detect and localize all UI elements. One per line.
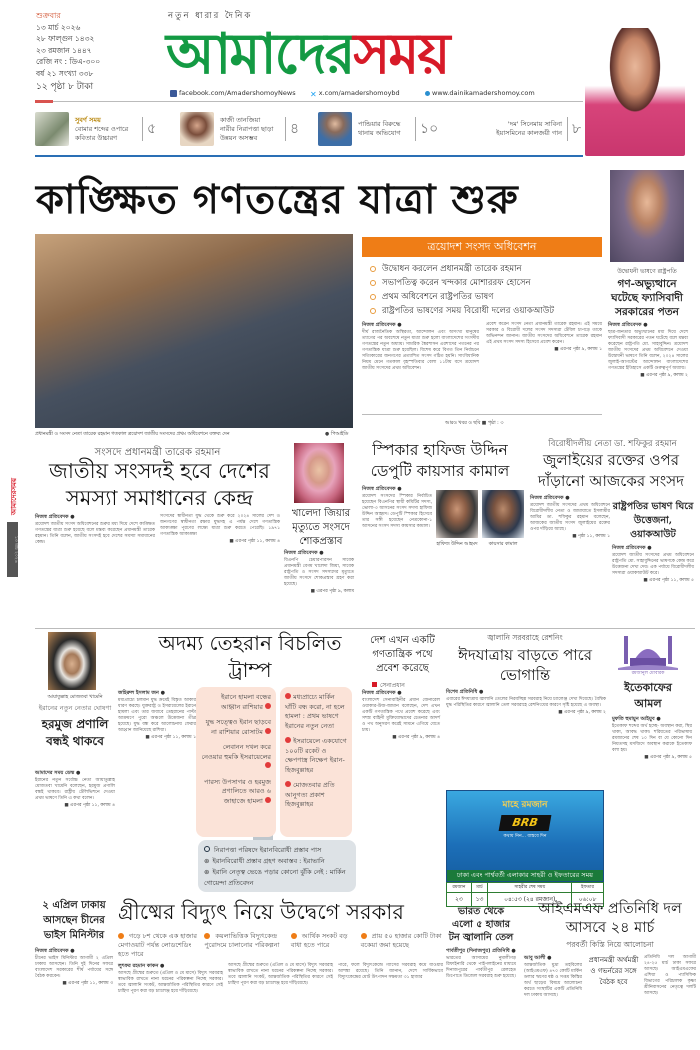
tehran-article — [118, 690, 196, 741]
byline: নিজস্ব প্রতিবেদক ● — [612, 545, 652, 551]
bullet-icon — [370, 280, 376, 286]
table-cell: ১৩ — [471, 893, 488, 907]
article-body: ইতেকাফ শব্দের অর্থ হচ্ছে- অবস্থান করা, স্থির থাকা, আবদ্ধ থাকা। শরিয়তের পরিভাষায় রমজানের শেষ ১০ দিন বা যে কোনো দিন নিয়তসহ মসজিদে অবস্থান করাকে ইতেকাফ বলা হয়। — [612, 724, 692, 753]
point-item: যুদ্ধ সত্ত্বেও ইরান ছাড়বে না রাশিয়ার রোসাটম — [205, 718, 271, 736]
iran-article — [35, 770, 115, 809]
teaser-thumbnail — [180, 112, 214, 146]
side-logo: আমাদেরসময় — [10, 477, 18, 515]
bullet-item: কয়লাভিত্তিক বিদ্যুৎকেন্দ্র পুরোদমে চালানোর পরিকল্পনা — [204, 932, 280, 949]
teaser-thumbnail — [35, 112, 69, 146]
section-banner: ত্রয়োদশ সংসদ অধিবেশন — [362, 237, 602, 257]
article-body: দীর্ঘ রাজনৈতিক অস্থিরতা, আন্দোলন এবং অসংখ্য মানুষের ত্যাগের পর অবশেষে নতুন যাত্রা শুরু হলো বাংলাদেশের সংসদীয় গণতন্ত্রের নতুন অধ্যায়। সামরিক স্বৈরশাসন এরশাদের পতনের পর গণতান্ত্রিক যাত্রা শুরু হয়েছিল। বিশেষ করে বিগত তিন নির্বাচনে সত্যিকারের জনগণের প্রত্যাশিত সংসদ গঠিত হয়নি। সাংবিধানিক নিয়ম মেনে গতকাল বৃহস্পতিবার বেলা ১১টায় বসে ত্রয়োদশ জাতীয় সংসদের প্রথম অধিবেশন। — [362, 330, 479, 371]
teaser-kicker: সুবর্ণ সময় — [75, 115, 101, 124]
brb-advertisement[interactable] — [446, 790, 604, 882]
seal-icon: ⊛ — [204, 868, 210, 876]
photo-caption: কায়সার কামাল — [488, 542, 518, 547]
bullet-item: গড়ে ৮শ থেকে এক হাজার মেগাওয়াট পর্যন্ত লোডশেডিং হতে পারে — [118, 932, 197, 958]
byline: জহিরুল ইসলাম জন ● — [118, 690, 165, 696]
ramadan-label: রমজানুল মোবারক — [631, 671, 665, 676]
power-bullets — [118, 932, 443, 959]
lead-column-2 — [486, 322, 602, 353]
kaiser-photo[interactable] — [482, 490, 524, 538]
teaser-page: ১০ — [415, 117, 438, 141]
continued-link[interactable]: ■ এরপর পৃষ্ঠা ৯, কলাম ২ — [640, 373, 688, 378]
imf-kicker: পরবর্তী কিস্তি নিয়ে আলোচনা — [566, 940, 654, 949]
imf-side-note: প্রধানমন্ত্রী অর্থমন্ত্রী ও গভর্নরের সঙ্গে বৈঠক হবে — [588, 956, 639, 986]
article-body: মধ্যপ্রাচ্যে চলমান যুদ্ধ ক্রমেই বিস্তৃত আকার ধারণ করছে। যুক্তরাষ্ট্র ও ইসরায়েলের ইরানে হামলা এবং তার জবাবে তেহরানের পাল্টা আক্রমণে পুরো অঞ্চলে উত্তেজনা তীব্র হয়েছে। যুদ্ধ বন্ধ করে আলোচনায় ফেরার আহ্বান জানিয়েছে রাশিয়া। — [118, 698, 196, 733]
article-body: ত্রয়োদশ সংসদের স্পিকার নির্বাচিত হয়েছেন বিএনপির স্থায়ী কমিটির সদস্য, ভোলা-৩ আসনের সংসদ সদস্য হাফিজ উদ্দিন আহমদ। ডেপুটি স্পিকার হিসেবে তার সঙ্গী হয়েছেন নেত্রকোনা-১ আসনের সংসদ সদস্য কায়সার কামাল। — [362, 494, 432, 529]
bullet-icon — [265, 762, 271, 768]
walkout-article — [612, 545, 694, 584]
table-header: রমজান — [447, 883, 472, 893]
edition-date-bangla: ২৮ ফাল্গুন ১৪৩২ — [36, 34, 95, 43]
army-kicker: সেনাপ্রধান — [372, 680, 405, 691]
pm-column-1 — [35, 514, 155, 546]
lead-column-1 — [362, 322, 479, 372]
pm-column-2 — [160, 514, 280, 545]
lead-headline[interactable]: কাঙ্ক্ষিত গণতন্ত্রের যাত্রা শুরু — [36, 176, 519, 223]
continued-link[interactable]: ■ এরপর পৃষ্ঠা ৯, কলাম ৫ — [644, 755, 692, 760]
continued-link[interactable]: ■ এরপর পৃষ্ঠা ১১, কলাম ৩ — [62, 981, 113, 986]
tehran-right-points — [280, 687, 352, 837]
china-headline[interactable]: ২ এপ্রিল ঢাকায় আসছেন চীনের ভাইস মিনিস্টার — [42, 900, 106, 941]
point-item: মোজতবার প্রতি আনুগত্য প্রকাশ হিজবুল্লাহর — [285, 781, 335, 808]
article-body: পারে, ফলে বিদ্যুৎকেন্দ্রে গ্যাসের সরবরাহ কমে যাওয়ার আশঙ্কা রয়েছে। তিনি জানান, দেশে সার্বিকভাবে বিদ্যুৎকেন্দ্রের মোট উৎপাদন সক্ষমতা ৩১ হাজার — [338, 963, 443, 980]
fuel-kicker: জ্বালানি সরবরাহে রেশনিং — [487, 633, 563, 642]
teaser-page: ৪ — [285, 117, 299, 141]
edition-date: ১৩ মার্চ ২০২৬ — [36, 22, 81, 32]
article-body: বিএনপি চেয়ারপারসন সাবেক প্রধানমন্ত্রী বেগম খালেদা জিয়া, সাবেক রাষ্ট্রপতি ও সংসদ সদস্যদের মৃত্যুতে জাতীয় সংসদে শোকপ্রস্তাব গ্রহণ করা হয়েছে। — [284, 558, 354, 587]
pm-headline[interactable]: জাতীয় সংসদই হবে দেশের সমস্যা সমাধানের কেন্দ্র — [49, 459, 270, 510]
divider — [53, 101, 583, 102]
newspaper-logo[interactable] — [166, 22, 448, 88]
imf-headline[interactable]: আইএমএফ প্রতিনিধি দল আসবে ২৪ মার্চ — [538, 901, 682, 936]
tehran-box-points — [198, 840, 356, 892]
table-cell: ০৬:০৮ — [572, 893, 604, 907]
facebook-url: facebook.com/AmadershomoyNews — [179, 89, 296, 97]
pm-kicker: সংসদে প্রধানমন্ত্রী তারেক রহমান — [94, 447, 221, 458]
hafiz-photo[interactable] — [436, 490, 478, 538]
bullet-icon — [285, 693, 291, 699]
byline: বিশেষ প্রতিনিধি ● — [446, 689, 484, 695]
table-header: সাহরীর শেষ সময় — [488, 883, 572, 893]
x-link[interactable] — [310, 89, 400, 97]
ad-slogan: কথায় নিন... বাস্তবে দিন — [503, 834, 547, 839]
bullet-item: রাষ্ট্রপতির ভাষণের সময় বিরোধী দলের ওয়াকআউট — [370, 304, 554, 318]
fuel-article — [446, 689, 606, 716]
power-headline[interactable]: গ্রীষ্মের বিদ্যুৎ নিয়ে উদ্বেগে সরকার — [118, 900, 404, 924]
article-body: প্রতিনিধি দল আগামী ২৪-২৫ মার্চ ঢাকা সফরে আসছে। আইএমএফের এশিয়া ও প্যাসিফিক বিভাগের পরিচালক কৃষ্ণা শ্রীনিবাসনের নেতৃত্বে দলটি আসছে। — [644, 955, 696, 996]
tehran-headline[interactable]: অদম্য তেহরান বিচলিত ট্রাম্প — [158, 631, 342, 682]
logo-red-part: সময় — [353, 22, 449, 87]
photo-caption: উদ্বোধনী ভাষণে রাষ্ট্রপতি — [617, 268, 677, 275]
khaleda-article — [284, 550, 354, 595]
article-body: ভারতের আসামের নুমালীগড় রিফাইনারি থেকে পাইপলাইনের মাধ্যমে দিনাজপুরের পার্বতীপুর রেলহেড ডিপোতে ডিজেল সরবরাহ শুরু হয়েছে। — [446, 956, 516, 979]
byline: নিজস্ব প্রতিবেদক ● — [35, 948, 75, 954]
lead-bullets — [370, 262, 554, 318]
article-body: বাংলাদেশ সেনাবাহিনীর প্রধান জেনারেল ওয়াকার-উজ-জামান বলেছেন, দেশ এখন একটি গণতান্ত্রিক পথে প্রবেশ করেছে এবং সশস্ত্র বাহিনী মুক্তিযোদ্ধাদের চেতনার আদর্শ ও পথ অনুসরণ করেই সামনে এগিয়ে যেতে চায়। — [362, 698, 440, 733]
army-article — [362, 690, 440, 741]
sehri-iftar-heading: ঢাকা এবং পার্শ্ববর্তী এলাকার সাহরী ও ইফতারের সময় — [447, 870, 603, 881]
byline: আমাদের সময় ডেস্ক ● — [35, 770, 81, 776]
bullet-icon — [285, 781, 291, 787]
bullet-item: সভাপতিত্ব করেন খন্দকার মোশাররফ হোসেন — [370, 276, 554, 290]
bullet-icon — [285, 737, 291, 743]
brb-logo: BRB — [499, 815, 552, 831]
logo-green-part: আমাদের — [166, 22, 354, 87]
byline: আবু আলী ● — [524, 955, 552, 961]
article-body: ইরানের নতুন সর্বোচ্চ নেতা আয়াতুল্লাহ মোজতবা খামেনি বলেছেন, হরমুজ প্রণালি বন্ধই থাকবে। রাষ্ট্রীয় টেলিভিশনে দেওয়া প্রথম ভাষণে তিনি এ কথা বলেন। — [35, 778, 115, 801]
bullet-icon — [370, 294, 376, 300]
point-item: ইরানে হামলা বন্ধের আহ্বান রাশিয়ার — [220, 693, 271, 711]
edition-info — [36, 10, 100, 94]
ramadan-headline[interactable]: ইতেকাফের আমল — [624, 681, 672, 710]
article-body: এবারের ঈদযাত্রায় জ্বালানি তেলের নিরবচ্ছিন্ন সরবরাহ নিয়ে চ্যালেঞ্জ দেখা দিয়েছে। বৈশ্বিক যুদ্ধ পরিস্থিতির কারণে জ্বালানি তেল সরবরাহে রেশনিংয়ের কারণে সৃষ্টি হয়েছে এ অবস্থা। — [446, 697, 606, 708]
teaser-item[interactable] — [180, 108, 310, 150]
website-link[interactable] — [425, 89, 535, 97]
speaker-article — [362, 486, 432, 530]
opposition-kicker: বিরোধীদলীয় নেতা ডা. শফিকুর রহমান — [548, 439, 677, 449]
byline: মুফতি হুমায়ুন আইয়ুব ● — [612, 716, 661, 722]
byline: নিজস্ব প্রতিবেদক ● — [530, 495, 570, 501]
bullet-icon — [204, 933, 210, 939]
teaser-kicker: কাজী তানজিয়া — [220, 115, 261, 124]
photo-caption: প্রধানমন্ত্রী ও সংসদ নেতা তারেক রহমান গতকাল ত্রয়োদশ জাতীয় সংসদের প্রথম অধিবেশনে বক্তব্য দেন — [35, 432, 230, 437]
accent-rule — [35, 100, 53, 103]
khamenei-photo[interactable] — [48, 632, 96, 690]
power-column-3 — [338, 963, 443, 981]
walkout-headline[interactable]: রাষ্ট্রপতির ভাষণ ঘিরে উত্তেজনা, ওয়াকআউট — [612, 501, 694, 540]
article-body: চীনের ভাইস মিনিস্টার আগামী ২ এপ্রিল ঢাকায় আসছেন। তিনি দুই দিনের সফরে বাংলাদেশ সরকারের শীর্ষ পর্যায়ের সঙ্গে বৈঠক করবেন। — [35, 956, 113, 979]
more-news-link[interactable]: আরও খবর ও ছবি ■ পৃষ্ঠা : ৩ — [445, 421, 504, 426]
speaker-headline[interactable]: স্পিকার হাফিজ উদ্দিন ডেপুটি কায়সার কামাল — [370, 441, 510, 480]
teaser-item[interactable] — [318, 108, 468, 150]
teaser-item[interactable] — [478, 108, 588, 150]
un-emblem-icon: ⊛ — [204, 857, 210, 865]
byline: পার্বতীপুর (দিনাজপুর) প্রতিনিধি ● — [446, 948, 516, 954]
president-headline[interactable]: গণ-অভ্যুত্থানে ঘটেছে ফ্যাসিবাদী সরকারের পতন — [611, 278, 683, 318]
mosque-illustration — [618, 628, 678, 670]
bullet-item: প্রায় ৫০ হাজার কোটি টাকা বকেয়া জমা হয়েছে — [360, 932, 442, 949]
table-header: মার্চ — [471, 883, 488, 893]
point-item: মধ্যপ্রাচ্যে মার্কিন ঘাঁটি বন্ধ করো, না হলে হামলা : প্রথম ভাষণে ইরানের নতুন নেতা — [285, 693, 345, 730]
point-item: নিরাপত্তা পরিষদে ইরানবিরোধী প্রস্তাব পাস — [204, 845, 350, 856]
masthead-rule — [35, 155, 583, 157]
continued-link[interactable]: ■ পৃষ্ঠা ১১, কলাম ১ — [572, 534, 610, 539]
bullet-icon — [370, 308, 376, 314]
teaser-text: নারীর নিরাপত্তা ছাড়া উন্নয়ন অসম্ভব — [220, 124, 274, 142]
bullet-icon — [265, 797, 271, 803]
table-header: ইফতার — [572, 883, 604, 893]
facebook-link[interactable] — [170, 89, 296, 97]
parliament-photo[interactable] — [35, 234, 353, 428]
ramadan-article — [612, 716, 692, 761]
edition-day: শুক্রবার — [36, 11, 61, 20]
opposition-article — [530, 495, 610, 540]
facebook-icon — [170, 90, 177, 97]
tehran-left-points — [196, 687, 276, 837]
continued-link[interactable]: ■ এরপর পৃষ্ঠা ১১, কলাম ৪ — [229, 539, 280, 544]
square-bullet-icon — [372, 682, 377, 687]
byline: নিজস্ব প্রতিবেদক ● — [362, 322, 402, 328]
power-column-2 — [228, 963, 333, 987]
continued-link[interactable]: ■ এরপর পৃষ্ঠা ৯, কলাম ৪ — [392, 735, 440, 740]
photo-caption: আয়াতুল্লাহ মোজতবা খামেনি — [47, 695, 103, 700]
article-body: আসছে গ্রীষ্মের শুরুতে (এপ্রিল ও মে মাসে) বিদ্যুৎ সরবরাহ স্বাভাবিক রাখতে নানা ধরনের পরিকল্পনা নিচ্ছে সরকার। তবে জ্বালানি সংকট, আন্তর্জাতিক পরিস্থিতির কারণে সেই চাহিদা পূরণ করা বড় চ্যালেঞ্জ হয়ে দাঁড়িয়েছে। — [118, 971, 223, 994]
continued-link[interactable]: ■ এরপর পৃষ্ঠা ১১, কলাম ৫ — [643, 578, 694, 583]
bullet-item: আর্থিক সংকট বড় বাধা হতে পারে — [290, 932, 348, 949]
khaleda-headline[interactable]: খালেদা জিয়ার মৃত্যুতে সংসদে শোকপ্রস্তাব — [291, 508, 351, 547]
imf-column-1 — [524, 955, 582, 999]
page-price: ১২ পৃষ্ঠা ৮ টাকা — [36, 82, 94, 92]
point-item: লেবানন দখল করে নেওয়ার হুমকি ইসরায়েলের — [201, 743, 271, 772]
oil-article — [446, 948, 516, 980]
globe-icon — [425, 91, 430, 96]
teaser-page: ৫ — [142, 117, 156, 141]
photo-credit: ● পিআইডি — [325, 432, 349, 437]
ad-title: মাহে রমজান — [502, 800, 548, 810]
table-cell: ২৩ — [447, 893, 472, 907]
bullet-icon — [265, 703, 271, 709]
circle-icon — [204, 846, 210, 852]
article-body: ছাত্র-জনতার অভ্যুত্থানের মধ্য দিয়ে দেশে ফ্যাসিবাদী সরকারের পতন ঘটেছে বলে মন্তব্য করেছেন রাষ্ট্রপতি মো. সাহাবুদ্দিন। ত্রয়োদশ জাতীয় সংসদের প্রথম অধিবেশনে দেওয়া উদ্বোধনী ভাষণে তিনি বলেন, ২০২৪ সালের জুলাই-আগস্টের আন্দোলন বাংলাদেশের গণতন্ত্রের ইতিহাসে একটি গুরুত্বপূর্ণ অধ্যায়। — [608, 330, 688, 371]
byline: নিজস্ব প্রতিবেদক ● — [608, 322, 648, 328]
byline: নিজস্ব প্রতিবেদক ● — [362, 486, 402, 492]
point-item: ইসরায়েলে একযোগে ১০০টি রকেট ও ক্ষেপণাস্ত্র নিক্ষেপ ইরান-হিজবুল্লাহর — [285, 737, 347, 774]
continued-link[interactable]: ■ এরপর পৃষ্ঠা ৯, কলাম — [310, 589, 354, 594]
teaser-text: 'দম' সিনেমায় সাবিনা ইয়াসমিনের কালজয়ী গান — [496, 120, 562, 137]
bullet-icon — [361, 933, 367, 939]
power-column-1 — [118, 963, 223, 995]
photo-caption: হাফিজ উদ্দিন আহমদ — [436, 542, 478, 547]
point-item: পারস্য উপসাগর ও হরমুজ প্রণালিতে আরও ৬ জাহাজে হামলা — [204, 777, 271, 805]
bullet-item: উদ্বোধন করলেন প্রধানমন্ত্রী তারেক রহমান — [370, 262, 554, 276]
section-divider — [35, 628, 695, 629]
teaser-thumbnail — [318, 112, 352, 146]
x-icon: ✕ — [310, 89, 317, 99]
opposition-headline[interactable]: জুলাইয়ের রক্তের ওপর দাঁড়ানো আজকের সংসদ — [538, 451, 684, 490]
continued-link[interactable]: ■ এরপর পৃষ্ঠা ১১, কলাম ৪ — [64, 803, 115, 808]
point-item: ⊛ ইরানি নেতৃত্ব ভেঙে পড়ার কোনো ঝুঁকি নেই : মার্কিন গোয়েন্দা প্রতিবেদন — [204, 868, 346, 887]
divider — [362, 414, 602, 415]
bullet-icon — [291, 933, 297, 939]
continued-link[interactable]: ■ এরপর পৃষ্ঠা ৯, কলাম ২ — [558, 710, 606, 715]
byline: নিজস্ব প্রতিবেদক ● — [284, 550, 324, 556]
continued-link[interactable]: ■ এরপর পৃষ্ঠা ১১, কলাম ১ — [145, 735, 196, 740]
iran-kicker: ইরানের নতুন নেতার ঘোষণা — [38, 704, 112, 712]
article-body: ত্রয়োদশ জাতীয় সংসদ অধিবেশনের শুরুর মধ্য দিয়ে দেশে কাঙ্ক্ষিত গণতন্ত্রের যাত্রা শুরু হয়েছে বলে মন্তব্য করেছেন প্রধানমন্ত্রী তারেক রহমান। তিনি বলেন, জাতীয় সংসদই হবে দেশের সমস্যা সমাধানের কেন্দ্র। — [35, 522, 155, 545]
table-cell: ০৪:৫৩ (২৪ রমজান) — [488, 893, 572, 907]
article-body: ত্রয়োদশ জাতীয় সংসদের প্রথম অধিবেশনে রাষ্ট্রপতি মো. সাহাবুদ্দিনের ভাষণকে কেন্দ্র করে উত্তেজনা দেখা দেয়। এক পর্যায়ে বিরোধীদলীয় সদস্যরা ওয়াকআউট করে। — [612, 553, 694, 576]
edition-date-hijri: ২৩ রমজান ১৪৪৭ — [36, 45, 92, 55]
byline: লুৎফর রহমান কাকন ● — [118, 963, 165, 969]
volume-issue: বর্ষ ২১ সংখ্যা ৩৩৮ — [36, 68, 94, 78]
bullet-item: প্রথম অধিবেশনে রাষ্ট্রপতির ভাষণ — [370, 290, 554, 304]
iran-headline[interactable]: হরমুজ প্রণালি বন্ধই থাকবে — [41, 717, 109, 748]
army-headline[interactable]: দেশ এখন একটি গণতান্ত্রিক পথে প্রবেশ করেছে — [370, 635, 435, 674]
president-photo[interactable] — [610, 170, 684, 262]
article-body: ত্রয়োদশ জাতীয় সংসদের প্রথম অধিবেশনে বিরোধীদলীয় নেতা ও জামায়াতে ইসলামীর আমির ডা. শফিকুর রহমান বলেছেন, আজকের জাতীয় সংসদ জুলাইয়ের রক্তের ওপর দাঁড়িয়ে আছে। — [530, 503, 610, 532]
byline: নিজস্ব প্রতিবেদক ● — [35, 514, 75, 520]
byline: নিজস্ব প্রতিবেদক ● — [362, 690, 402, 696]
oil-headline[interactable]: ভারত থেকে এলো ৫ হাজার টন জ্বালানি তেল — [448, 906, 514, 943]
fuel-headline[interactable]: ঈদযাত্রায় বাড়তে পারে ভোগান্তি — [458, 646, 592, 684]
teaser-text: বোমার শব্দের ওপারে কবিতার উচ্চারণ — [75, 124, 129, 142]
bullet-icon — [118, 933, 124, 939]
continued-link[interactable]: ■ এরপর পৃষ্ঠা ৯, কলাম ১ — [554, 347, 602, 352]
website-url: www.dainikamadershomoy.com — [432, 89, 535, 97]
bullet-icon — [265, 728, 271, 734]
tagline: নতুন ধারার দৈনিক — [168, 11, 253, 21]
imf-column-2 — [644, 955, 696, 997]
teaser-item[interactable] — [35, 108, 175, 150]
article-body: আন্তর্জাতিক মুদ্রা তহবিলের (আইএমএফ) ৪৭০ কোটি মার্কিন ডলার ঋণের ষষ্ঠ ও সপ্তম কিস্তির অর্থ ছাড়ের বিষয়ে আলোচনা করতে সংস্থাটির একটি প্রতিনিধি দল ঢাকায় আসছে। — [524, 963, 582, 998]
china-article — [35, 948, 113, 987]
point-item: ⊛ ইরানবিরোধী প্রস্তাব গ্রহণ অবাস্তব : ইরাভানি — [204, 857, 325, 865]
article-body: প্রবেশ করেন সংসদ নেতা প্রধানমন্ত্রী তারেক রহমান। এই সময়ে সরকার ও বিরোধী দলের সংসদ সদস্যরা টেবিল চাপড়ে তাকে অভিনন্দন জানান। জাতীয় সংসদের অধিবেশনে তারেক রহমান এই প্রথম সংসদ সদস্য হিসেবে প্রবেশ করেন। — [486, 322, 602, 345]
president-article — [608, 322, 688, 379]
khaleda-photo[interactable] — [294, 443, 344, 503]
registration-number: রেজি নং : ডিএ-৩০০ — [36, 57, 101, 66]
article-body: সংসদের স্বাধীনতা যুদ্ধ থেকে শুরু করে ২০২৪ সালের দেশ ও জনগণের স্বাধীনতা রক্ষার যুদ্ধসহ এ পর্যন্ত দেশে গণতান্ত্রিক আকাঙ্ক্ষা পূরণের লক্ষ্যে যাত্রা শুরু করতে পেরেছি। ১৯৭১ গণতান্ত্রিক আকাঙ্ক্ষা — [160, 514, 280, 537]
bullet-icon — [370, 266, 376, 272]
side-date-box: ১৩ মার্চ ২০২৬ — [7, 522, 18, 577]
teaser-text: পান্ডিয়ার বিরুদ্ধে থানায় অভিযোগ — [358, 120, 401, 137]
x-url: x.com/amadershomoybd — [318, 89, 400, 97]
teaser-page: ৮ — [567, 117, 581, 141]
article-body: আসছে গ্রীষ্মের শুরুতে (এপ্রিল ও মে মাসে) বিদ্যুৎ সরবরাহ স্বাভাবিক রাখতে নানা ধরনের পরিকল্পনা নিচ্ছে সরকার। তবে জ্বালানি সংকট, আন্তর্জাতিক পরিস্থিতির কারণে সেই চাহিদা পূরণ করা বড় চ্যালেঞ্জ হয়ে দাঁড়িয়েছে। — [228, 963, 333, 986]
featured-celebrity-photo[interactable] — [585, 28, 685, 156]
